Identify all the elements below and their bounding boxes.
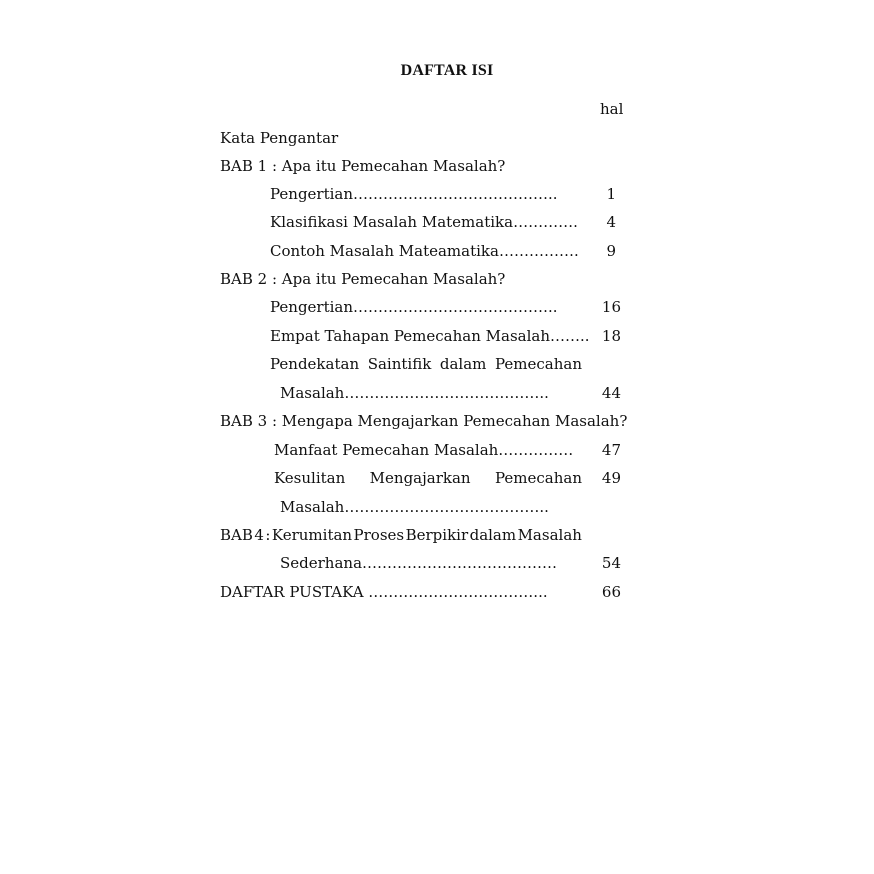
page-column-header: hal bbox=[600, 100, 624, 118]
toc-page-number: 18 bbox=[601, 327, 621, 345]
toc-entry-continuation: Sederhana………………………………… bbox=[280, 554, 558, 572]
toc-word: : bbox=[265, 526, 271, 544]
toc-word: dalam bbox=[469, 526, 517, 544]
toc-entry: Klasifikasi Masalah Matematika…………. bbox=[270, 213, 578, 231]
toc-entry: Empat Tahapan Pemecahan Masalah…….. bbox=[270, 327, 590, 345]
toc-page-number: 9 bbox=[606, 242, 616, 260]
toc-page-number: 44 bbox=[601, 384, 621, 402]
toc-page-number: 54 bbox=[601, 554, 621, 572]
toc-word: BAB bbox=[220, 526, 253, 544]
toc-page-number: 49 bbox=[601, 469, 621, 487]
toc-entry: Pengertian………………………………….. bbox=[270, 185, 558, 203]
toc-word: Proses bbox=[353, 526, 405, 544]
toc-word: dalam bbox=[439, 355, 487, 373]
toc-page-number: 4 bbox=[606, 213, 616, 231]
toc-entry: Manfaat Pemecahan Masalah…………… bbox=[274, 441, 574, 459]
toc-page-number: 66 bbox=[601, 583, 621, 601]
toc-word: Kerumitan bbox=[271, 526, 353, 544]
toc-chapter-heading: BAB 3 : Mengapa Mengajarkan Pemecahan Masalah? bbox=[220, 412, 628, 430]
toc-entry-continuation: Masalah………………………………….. bbox=[280, 498, 549, 516]
toc-page-number: 1 bbox=[606, 185, 616, 203]
toc-word: Berpikir bbox=[405, 526, 469, 544]
toc-word: Pemecahan bbox=[494, 355, 582, 373]
toc-word: Pemecahan bbox=[494, 469, 582, 487]
toc-page-number: 16 bbox=[601, 298, 621, 316]
toc-word: Saintifik bbox=[367, 355, 432, 373]
toc-entry-kata-pengantar: Kata Pengantar bbox=[220, 129, 339, 147]
toc-word: Kesulitan bbox=[274, 469, 346, 487]
toc-entry-justified bbox=[270, 354, 582, 374]
toc-word: Masalah bbox=[517, 526, 582, 544]
toc-chapter-heading: BAB 2 : Apa itu Pemecahan Masalah? bbox=[220, 270, 506, 288]
toc-entry: Contoh Masalah Mateamatika……………. bbox=[270, 242, 579, 260]
toc-chapter-heading: BAB 1 : Apa itu Pemecahan Masalah? bbox=[220, 157, 506, 175]
toc-chapter-heading-justified bbox=[220, 525, 582, 545]
toc-word: Pendekatan bbox=[270, 355, 360, 373]
toc-entry-continuation: Masalah………………………………….. bbox=[280, 384, 549, 402]
toc-entry: Pengertian………………………………….. bbox=[270, 298, 558, 316]
toc-entry-justified bbox=[274, 468, 582, 488]
toc-page-number: 47 bbox=[601, 441, 621, 459]
toc-word: 4 bbox=[254, 526, 264, 544]
page-title: DAFTAR ISI bbox=[400, 62, 494, 79]
toc-entry-daftar-pustaka: DAFTAR PUSTAKA ……………………………... bbox=[220, 583, 548, 601]
toc-word: Mengajarkan bbox=[369, 469, 471, 487]
